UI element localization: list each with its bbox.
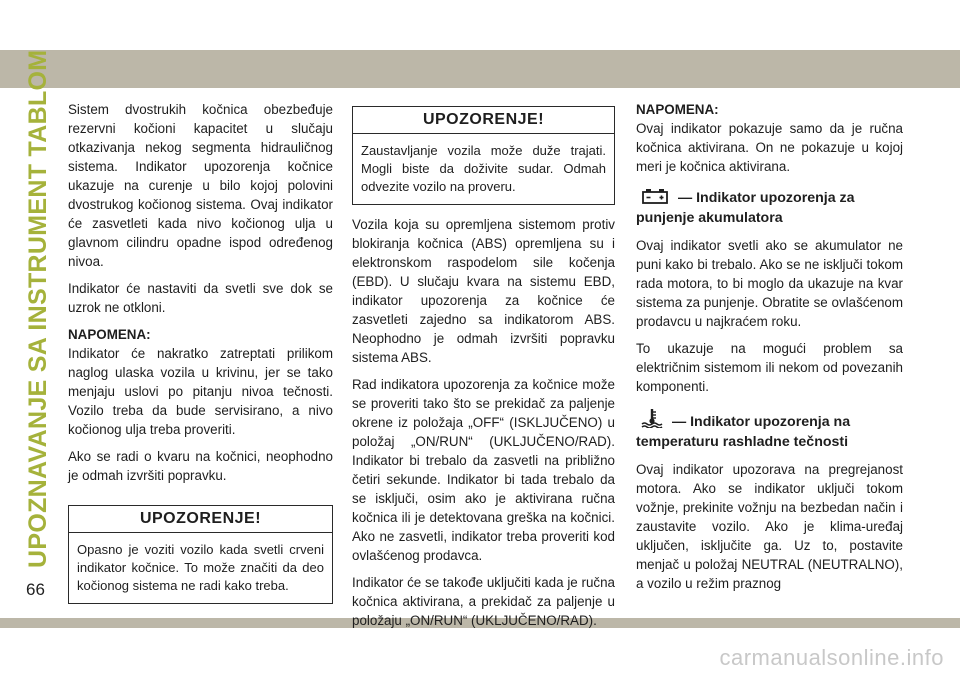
coolant-temperature-icon xyxy=(636,414,672,430)
warning-text: Zaustavljanje vozila može duže trajati. Mogli biste da doživite sudar. Odmah odvezite vozilo na proveru. xyxy=(361,143,606,194)
warning-title: UPOZORENJE! xyxy=(353,107,614,134)
battery-icon xyxy=(636,190,678,206)
paragraph: Rad indikatora upozorenja za kočnice može se proveriti tako što se prekidač za paljenje okrene iz položaja „OFF“ (ISKLJUČENO) u položaj „ON/RUN“ (UKLJUČENO/RAD). Indikator bi trebalo da zasvetli na približno četiri sekunde. Indikator bi tada trebalo da se isključi, osim ako je aktivirana ručna kočnica ili je detektovana greška na kočnici. Ako ne zasvetli, indikator treba proveriti kod ovlašćenog prodavca. xyxy=(352,377,615,563)
paragraph: Ako se radi o kvaru na kočnici, neophodno je odmah izvršiti popravku. xyxy=(68,449,333,483)
battery-heading-line2: punjenje akumulatora xyxy=(636,210,783,226)
paragraph: Vozila koja su opremljena sistemom protiv blokiranja kočnica (ABS) opremljena su i elektronskom raspodelom sile kočenja (EBD). U slučaju kvara na sistemu EBD, indikator upozorenja za kočnice će zasvetleti zajedno sa indikatorom ABS. Neophodno je odmah izvršiti popravku sistema ABS. xyxy=(352,217,615,365)
coolant-heading-line1: — Indikator upozorenja na xyxy=(671,414,851,430)
header-band xyxy=(0,50,960,88)
section-side-title: UPOZNAVANJE SA INSTRUMENT TABLOM xyxy=(24,49,52,568)
column-3 xyxy=(636,100,903,601)
warning-text: Opasno je voziti vozilo kada svetli crveni indikator kočnice. To može značiti da deo kočionog sistema ne radi kako treba. xyxy=(77,542,324,593)
battery-heading-line1: — Indikator upozorenja za xyxy=(677,190,855,206)
warning-box xyxy=(68,505,333,604)
paragraph: Indikator će se takođe uključiti kada je ručna kočnica aktivirana, a prekidač za paljenje u položaju „ON/RUN“ (UKLJUČENO/RAD). xyxy=(352,575,615,628)
note-title: NAPOMENA: xyxy=(636,102,719,117)
paragraph: Ovaj indikator upozorava na pregrejanost motora. Ako se indikator uključi tokom vožnje, prekinite vožnju na bezbedan način i zaustavite vozilo. Ako je klima-uređaj uključen, isključite ga. Uz to, postavite menjač u položaj NEUTRAL (NEUTRALNO), a vozilo u režim praznog xyxy=(636,462,903,591)
warning-box xyxy=(352,106,615,205)
coolant-heading-line2: temperaturu rashladne tečnosti xyxy=(636,434,849,450)
page-number: 66 xyxy=(26,580,45,599)
note-text: Ovaj indikator pokazuje samo da je ručna kočnica aktivirana. On ne pokazuje u kojoj meri je kočnica aktivirana. xyxy=(636,121,903,174)
note-title: NAPOMENA: xyxy=(68,327,151,342)
watermark: carmanualsonline.info xyxy=(719,645,944,670)
column-1 xyxy=(68,100,333,604)
paragraph: Sistem dvostrukih kočnica obezbeđuje rezervni kočioni kapacitet u slučaju otkazivanja nekog segmenta hidrauličnog sistema. Indikator upozorenja kočnice ukazuje na curenje u bilo kojoj polovini dvostrukog kočionog sistema. Ovaj indikator će zasvetleti kada nivo kočionog ulja u glavnom cilindru opadne ispod određenog nivoa. xyxy=(68,102,333,269)
battery-section-heading xyxy=(636,188,903,228)
column-2 xyxy=(352,100,615,638)
warning-title: UPOZORENJE! xyxy=(69,506,332,533)
note-text: Indikator će nakratko zatreptati prilikom naglog ulaska vozila u krivinu, jer se tako menjaju uslovi po pitanju nivoa tečnosti. Vozilo treba da bude servisirano, a nivo kočionog ulja treba proveriti. xyxy=(68,346,333,437)
paragraph: To ukazuje na mogući problem sa električnim sistemom ili nekom od povezanih komponenti. xyxy=(636,341,903,394)
coolant-section-heading xyxy=(636,408,903,452)
paragraph: Indikator će nastaviti da svetli sve dok se uzrok ne otkloni. xyxy=(68,281,333,315)
paragraph: Ovaj indikator svetli ako se akumulator ne puni kako bi trebalo. Ako se ne isključi tokom rada motora, to bi moglo da ukazuje na kvar sistema za punjenje. Obratite se ovlašćenom prodavcu u najkraćem roku. xyxy=(636,238,903,329)
